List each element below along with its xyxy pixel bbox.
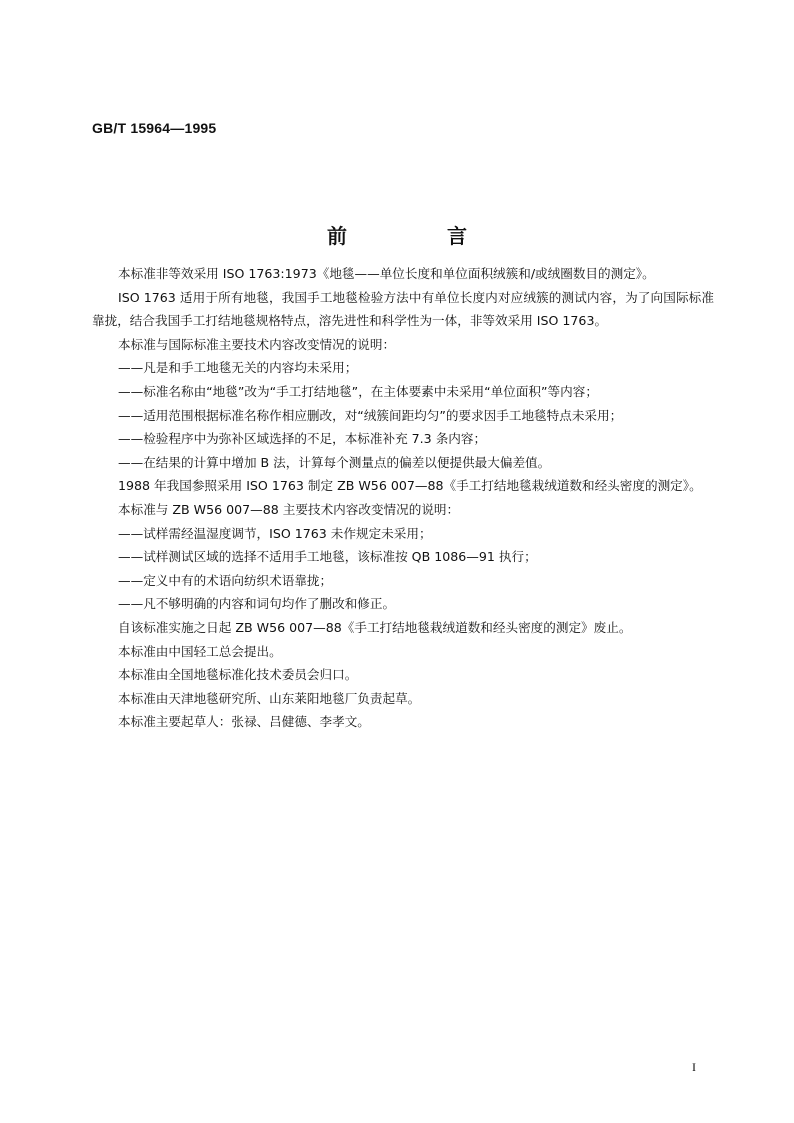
list-item: ——标准名称由“地毯”改为“手工打结地毯”，在主体要素中未采用“单位面积”等内容； [118, 383, 598, 399]
paragraph-drafting-org: 本标准由天津地毯研究所、山东莱阳地毯厂负责起草。 [118, 690, 421, 706]
paragraph-adoption: 本标准非等效采用 ISO 1763:1973《地毯——单位长度和单位面积绒簇和/或绒圈数目的测定》。 [118, 266, 655, 281]
paragraph-scope: ISO 1763 适用于所有地毯，我国手工地毯检验方法中有单位长度内对应绒簇的测试内容，为了向国际标准靠拢，结合我国手工打结地毯规格特点，溶先进性和科学性为一体，非等效采用 ISO 1763。 [92, 289, 714, 329]
paragraph-changes-intro: 本标准与国际标准主要技术内容改变情况的说明： [118, 336, 396, 352]
list-item: ——在结果的计算中增加 B 法，计算每个测量点的偏差以便提供最大偏差值。 [118, 454, 551, 470]
page-number: I [692, 1060, 696, 1074]
standard-code: GB/T 15964—1995 [92, 120, 217, 136]
foreword-body [92, 262, 714, 734]
list-item: ——凡是和手工地毯无关的内容均未采用； [118, 360, 358, 376]
paragraph-supersede: 自该标准实施之日起 ZB W56 007—88《手工打结地毯栽绒道数和经头密度的测定》废止。 [118, 619, 632, 635]
paragraph-drafters: 本标准主要起草人：张禄、吕健德、李孝文。 [118, 714, 370, 730]
paragraph-changes-intro-2: 本标准与 ZB W56 007—88 主要技术内容改变情况的说明： [118, 501, 460, 517]
list-item: ——凡不够明确的内容和词句均作了删改和修正。 [118, 596, 396, 612]
list-item: ——适用范围根据标准名称作相应删改，对“绒簇间距均匀”的要求因手工地毯特点未采用； [118, 407, 623, 423]
list-item: ——定义中有的术语向纺织术语靠拢； [118, 572, 333, 588]
page-title: 前 言 [327, 224, 507, 248]
paragraph-proposer: 本标准由中国轻工总会提出。 [118, 643, 282, 659]
list-item: ——试样测试区域的选择不适用手工地毯，该标准按 QB 1086—91 执行； [118, 549, 537, 565]
list-item: ——试样需经温湿度调节，ISO 1763 未作规定未采用； [118, 525, 432, 541]
paragraph-committee: 本标准由全国地毯标准化技术委员会归口。 [118, 667, 358, 683]
list-item: ——检验程序中为弥补区域选择的不足，本标准补充 7.3 条内容； [118, 431, 487, 447]
paragraph-history: 1988 年我国参照采用 ISO 1763 制定 ZB W56 007—88《手工打结地毯栽绒道数和经头密度的测定》。 [118, 478, 702, 494]
